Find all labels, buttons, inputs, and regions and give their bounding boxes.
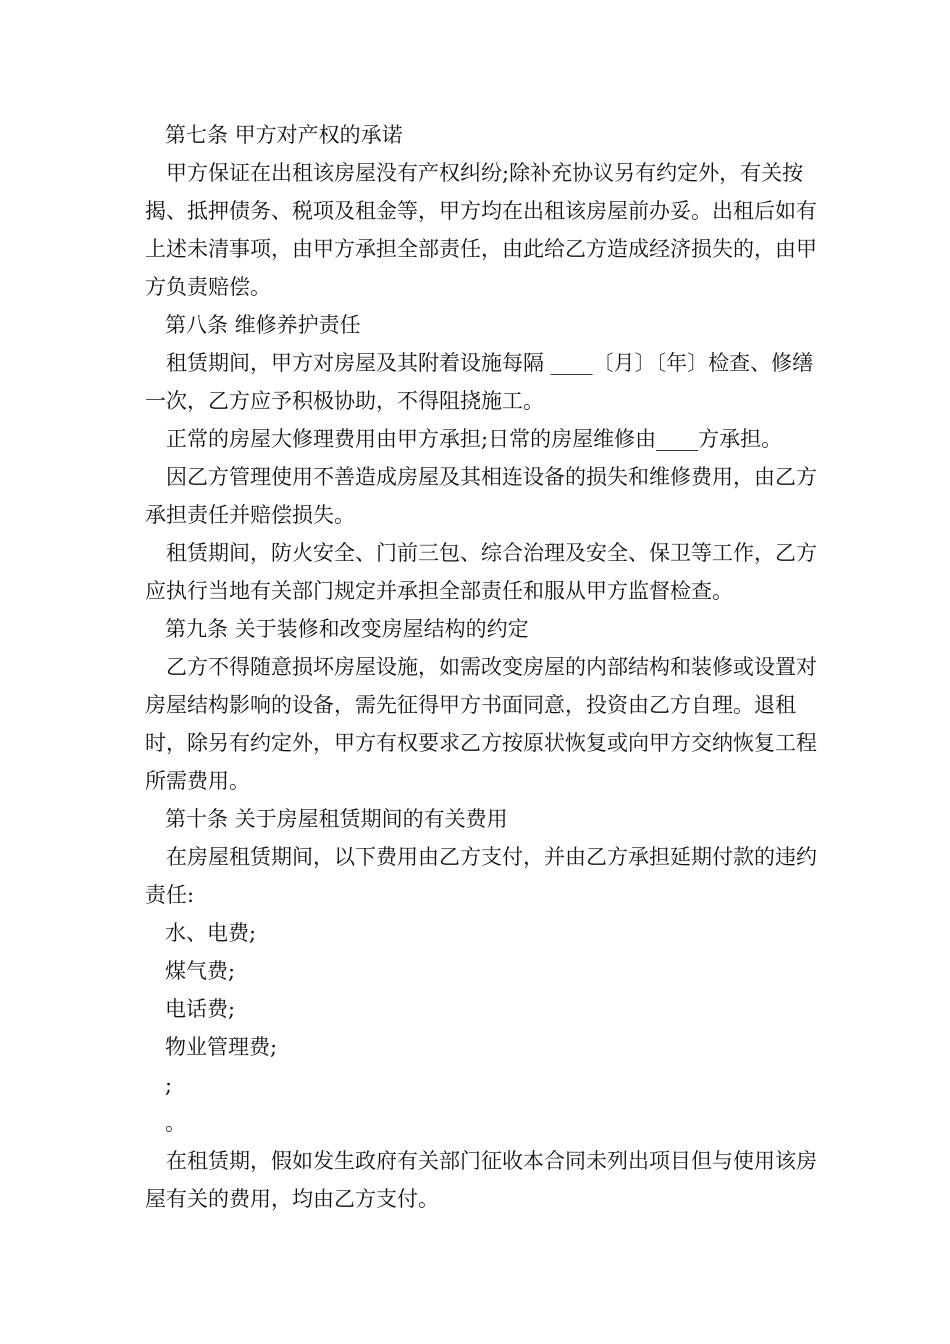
fee-item-water-electricity: 水、电费;	[165, 921, 257, 945]
article-7-paragraph: 甲方保证在出租该房屋没有产权纠纷;除补充协议另有约定外，有关按揭、抵押债务、税项及租金等，甲方均在出租该房屋前办妥。出租后如有上述未清事项，由甲方承担全部责任，由此给乙方造成经济损失的，由甲方负责赔偿。	[145, 161, 817, 299]
article-8-paragraph-safety: 租赁期间，防火安全、门前三包、综合治理及安全、保卫等工作，乙方应执行当地有关部门规定并承担全部责任和服从甲方监督检查。	[145, 541, 817, 603]
article-9-paragraph: 乙方不得随意损坏房屋设施，如需改变房屋的内部结构和装修或设置对房屋结构影响的设备，需先征得甲方书面同意，投资由乙方自理。退租时，除另有约定外，甲方有权要求乙方按原状恢复或向甲方交纳恢复工程所需费用。	[145, 655, 817, 793]
article-10-heading: 第十条 关于房屋租赁期间的有关费用	[165, 807, 508, 831]
article-8-paragraph-damage: 因乙方管理使用不善造成房屋及其相连设备的损失和维修费用，由乙方承担责任并赔偿损失。	[145, 465, 817, 527]
article-8-paragraph-inspection: 租赁期间，甲方对房屋及其附着设施每隔 ____〔月〕〔年〕检查、修缮一次，乙方应予积极协助，不得阻挠施工。	[145, 351, 814, 413]
fee-item-blank-period: 。	[165, 1111, 186, 1135]
article-10-paragraph-intro: 在房屋租赁期间，以下费用由乙方支付，并由乙方承担延期付款的违约责任:	[145, 845, 817, 907]
article-10-paragraph-other-fees: 在租赁期，假如发生政府有关部门征收本合同未列出项目但与使用该房屋有关的费用，均由乙方支付。	[145, 1149, 817, 1211]
article-7-heading: 第七条 甲方对产权的承诺	[165, 123, 403, 147]
fee-item-blank-semicolon: ;	[165, 1073, 173, 1097]
fee-item-telephone: 电话费;	[165, 997, 236, 1021]
article-8-paragraph-repair-costs: 正常的房屋大修理费用由甲方承担;日常的房屋维修由____方承担。	[166, 427, 783, 451]
article-8-heading: 第八条 维修养护责任	[165, 313, 361, 337]
fee-item-property-management: 物业管理费;	[165, 1035, 278, 1059]
article-9-heading: 第九条 关于装修和改变房屋结构的约定	[165, 617, 529, 641]
fee-item-gas: 煤气费;	[165, 959, 236, 983]
document-body	[145, 116, 825, 1218]
